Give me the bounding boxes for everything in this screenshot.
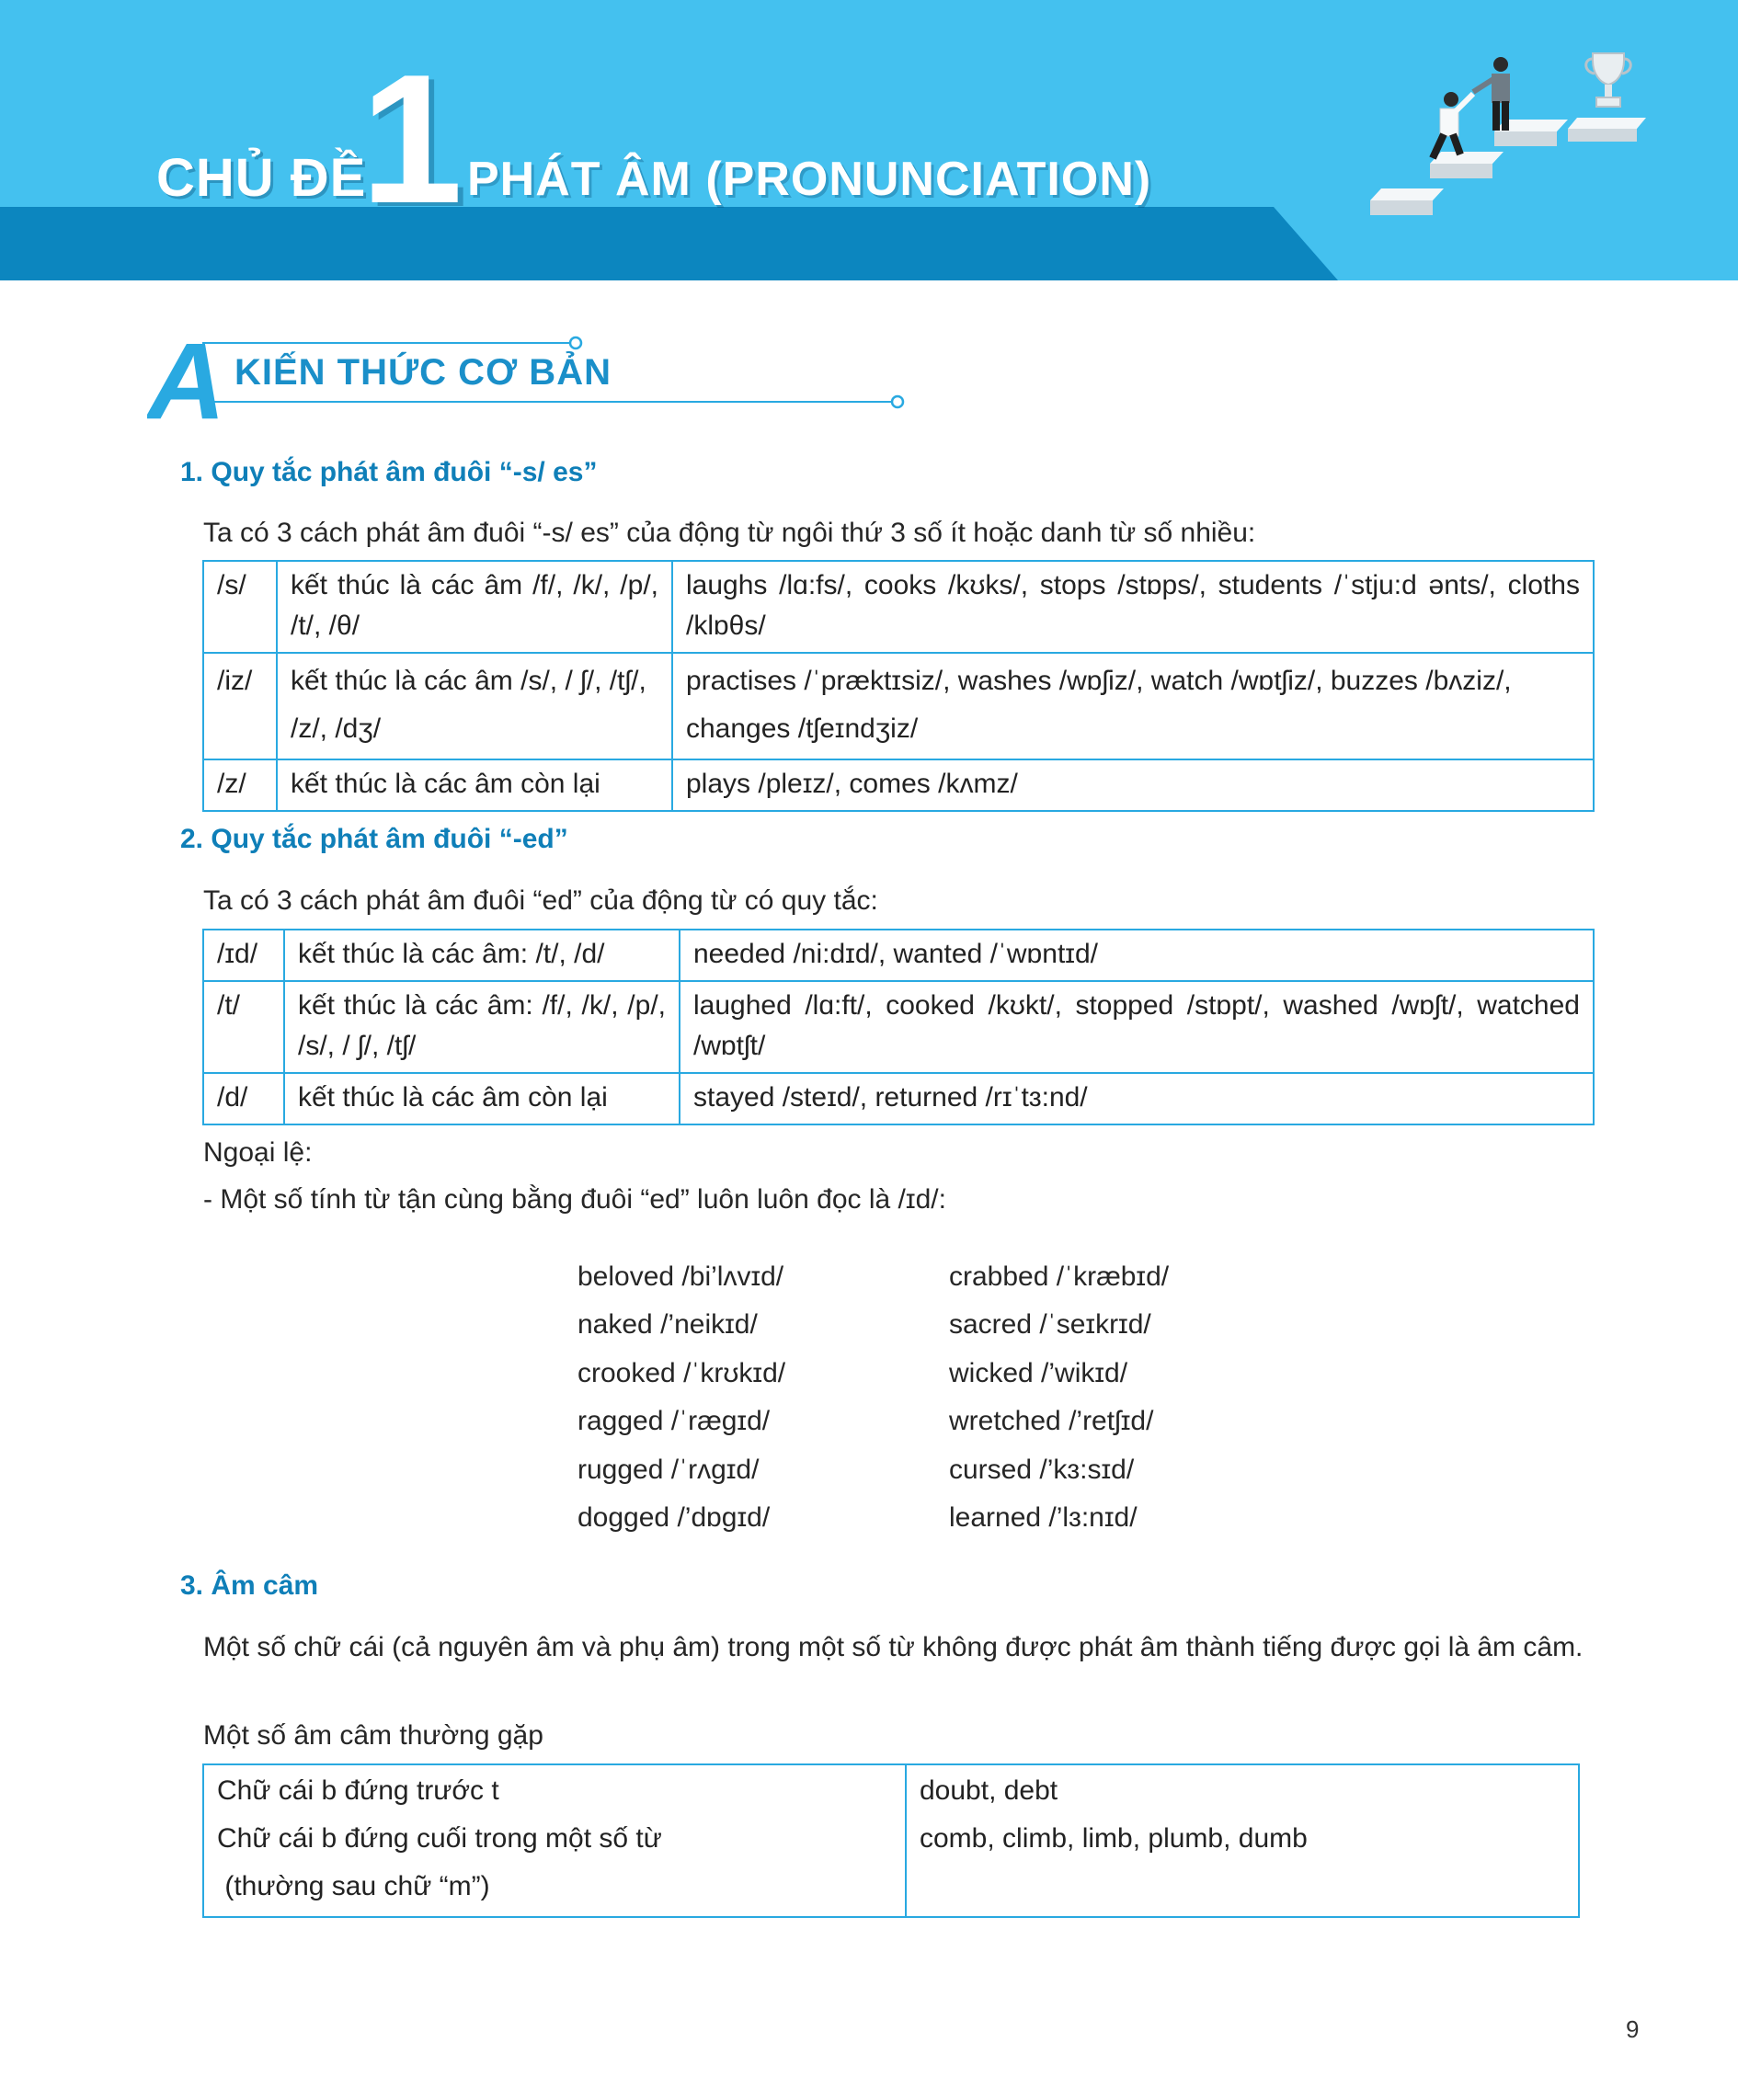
s1-heading: 1. Quy tắc phát âm đuôi “-s/ es” [180,457,598,487]
examples-cell: laughs /lɑ:fs/, cooks /kʊks/, stops /stɒps/, students /ˈstju:d ənts/, cloths /klɒθs/ [672,561,1594,653]
chapter-label: CHỦ ĐỀ [156,148,367,208]
table-row [203,930,1594,981]
chapter-banner [0,0,1738,280]
list-item: ragged /ˈrægɪd/ [577,1406,771,1437]
silent-letters-table [202,1763,1580,1918]
list-item: crooked /ˈkrʊkɪd/ [577,1357,786,1388]
table-row [203,561,1594,653]
s2-intro: Ta có 3 cách phát âm đuôi “ed” của động từ có quy tắc: [203,885,878,916]
silent-examples-cell [906,1764,1579,1917]
list-item: sacred /ˈseɪkrɪd/ [949,1309,1151,1341]
sound-cell: /ɪd/ [203,930,284,981]
rule-cell: kết thúc là các âm: /t/, /d/ [284,930,680,981]
banner-band [0,207,1338,280]
s3-subheading: Một số âm câm thường gặp [203,1720,543,1751]
table-row [203,1073,1594,1124]
sound-cell: /s/ [203,561,277,653]
s3-intro: Một số chữ cái (cả nguyên âm và phụ âm) trong một số từ không được phát âm thành tiếng được gọi là âm câm. [203,1632,1584,1662]
list-item: wicked /’wikɪd/ [949,1357,1128,1388]
exception-label: Ngoại lệ: [203,1137,313,1168]
table-row [203,981,1594,1073]
adjective-list-left [577,1253,785,1542]
rule-cell: kết thúc là các âm còn lại [284,1073,680,1124]
list-item: crabbed /ˈkræbɪd/ [949,1261,1170,1292]
sound-cell: /t/ [203,981,284,1073]
s3-heading: 3. Âm câm [180,1570,319,1601]
list-item: learned /’lɜ:nɪd/ [949,1501,1138,1533]
list-item: naked /’neikɪd/ [577,1309,758,1341]
table-row [203,1764,1579,1917]
silent-rule-cell [203,1764,906,1917]
list-item: cursed /’kɜ:sɪd/ [949,1454,1135,1485]
list-item: beloved /bi’lʌvɪd/ [577,1261,784,1292]
rule-cell: kết thúc là các âm /s/, / ʃ/, /tʃ/, /z/, /dʒ/ [277,653,672,759]
list-item: rugged /ˈrʌgɪd/ [577,1454,760,1485]
page-number: 9 [1626,2015,1640,2043]
rule-cell: kết thúc là các âm: /f/, /k/, /p/, /s/, / ʃ/, /tʃ/ [284,981,680,1073]
examples-cell: stayed /steɪd/, returned /rɪˈtɜ:nd/ [680,1073,1594,1124]
chapter-title: PHÁT ÂM (PRONUNCIATION) [467,153,1152,206]
silent-example-line: doubt, debt [920,1775,1058,1806]
silent-example-line: comb, climb, limb, plumb, dumb [920,1823,1308,1854]
silent-rule-line: Chữ cái b đứng trước t [217,1775,499,1806]
examples-cell: laughed /lɑ:ft/, cooked /kʊkt/, stopped /stɒpt/, washed /wɒʃt/, watched /wɒtʃt/ [680,981,1594,1073]
examples-cell: practises /ˈpræktɪsiz/, washes /wɒʃiz/, watch /wɒtʃiz/, buzzes /bʌziz/, changes /tʃeɪndʒiz/ [672,653,1594,759]
s2-heading: 2. Quy tắc phát âm đuôi “-ed” [180,824,568,854]
examples-cell: needed /ni:dɪd/, wanted /ˈwɒntɪd/ [680,930,1594,981]
adjective-list-right [949,1253,1169,1542]
section-a-letter: A [147,326,226,437]
list-item: dogged /’dɒgɪd/ [577,1501,771,1533]
sound-cell: /iz/ [203,653,277,759]
list-item: wretched /’retʃɪd/ [949,1406,1154,1437]
section-a-heading [147,326,920,437]
silent-rule-line: Chữ cái b đứng cuối trong một số từ [217,1823,662,1854]
stairs-trophy-illustration [1352,37,1683,257]
table-row [203,653,1594,759]
s1-intro: Ta có 3 cách phát âm đuôi “-s/ es” của động từ ngôi thứ 3 số ít hoặc danh từ số nhiều: [203,518,1256,548]
silent-rule-line: (thường sau chữ “m”) [217,1871,490,1901]
table-row [203,759,1594,811]
ed-rules-table [202,929,1595,1125]
section-a-title: KIẾN THỨC CƠ BẢN [234,352,612,393]
chapter-number: 1 [360,37,463,242]
rule-cell: kết thúc là các âm /f/, /k/, /p/, /t/, /θ/ [277,561,672,653]
sound-cell: /d/ [203,1073,284,1124]
sound-cell: /z/ [203,759,277,811]
examples-cell: plays /pleɪz/, comes /kʌmz/ [672,759,1594,811]
rule-cell: kết thúc là các âm còn lại [277,759,672,811]
exception-text: - Một số tính từ tận cùng bằng đuôi “ed” luôn luôn đọc là /ɪd/: [203,1184,946,1215]
s-es-rules-table [202,560,1595,812]
